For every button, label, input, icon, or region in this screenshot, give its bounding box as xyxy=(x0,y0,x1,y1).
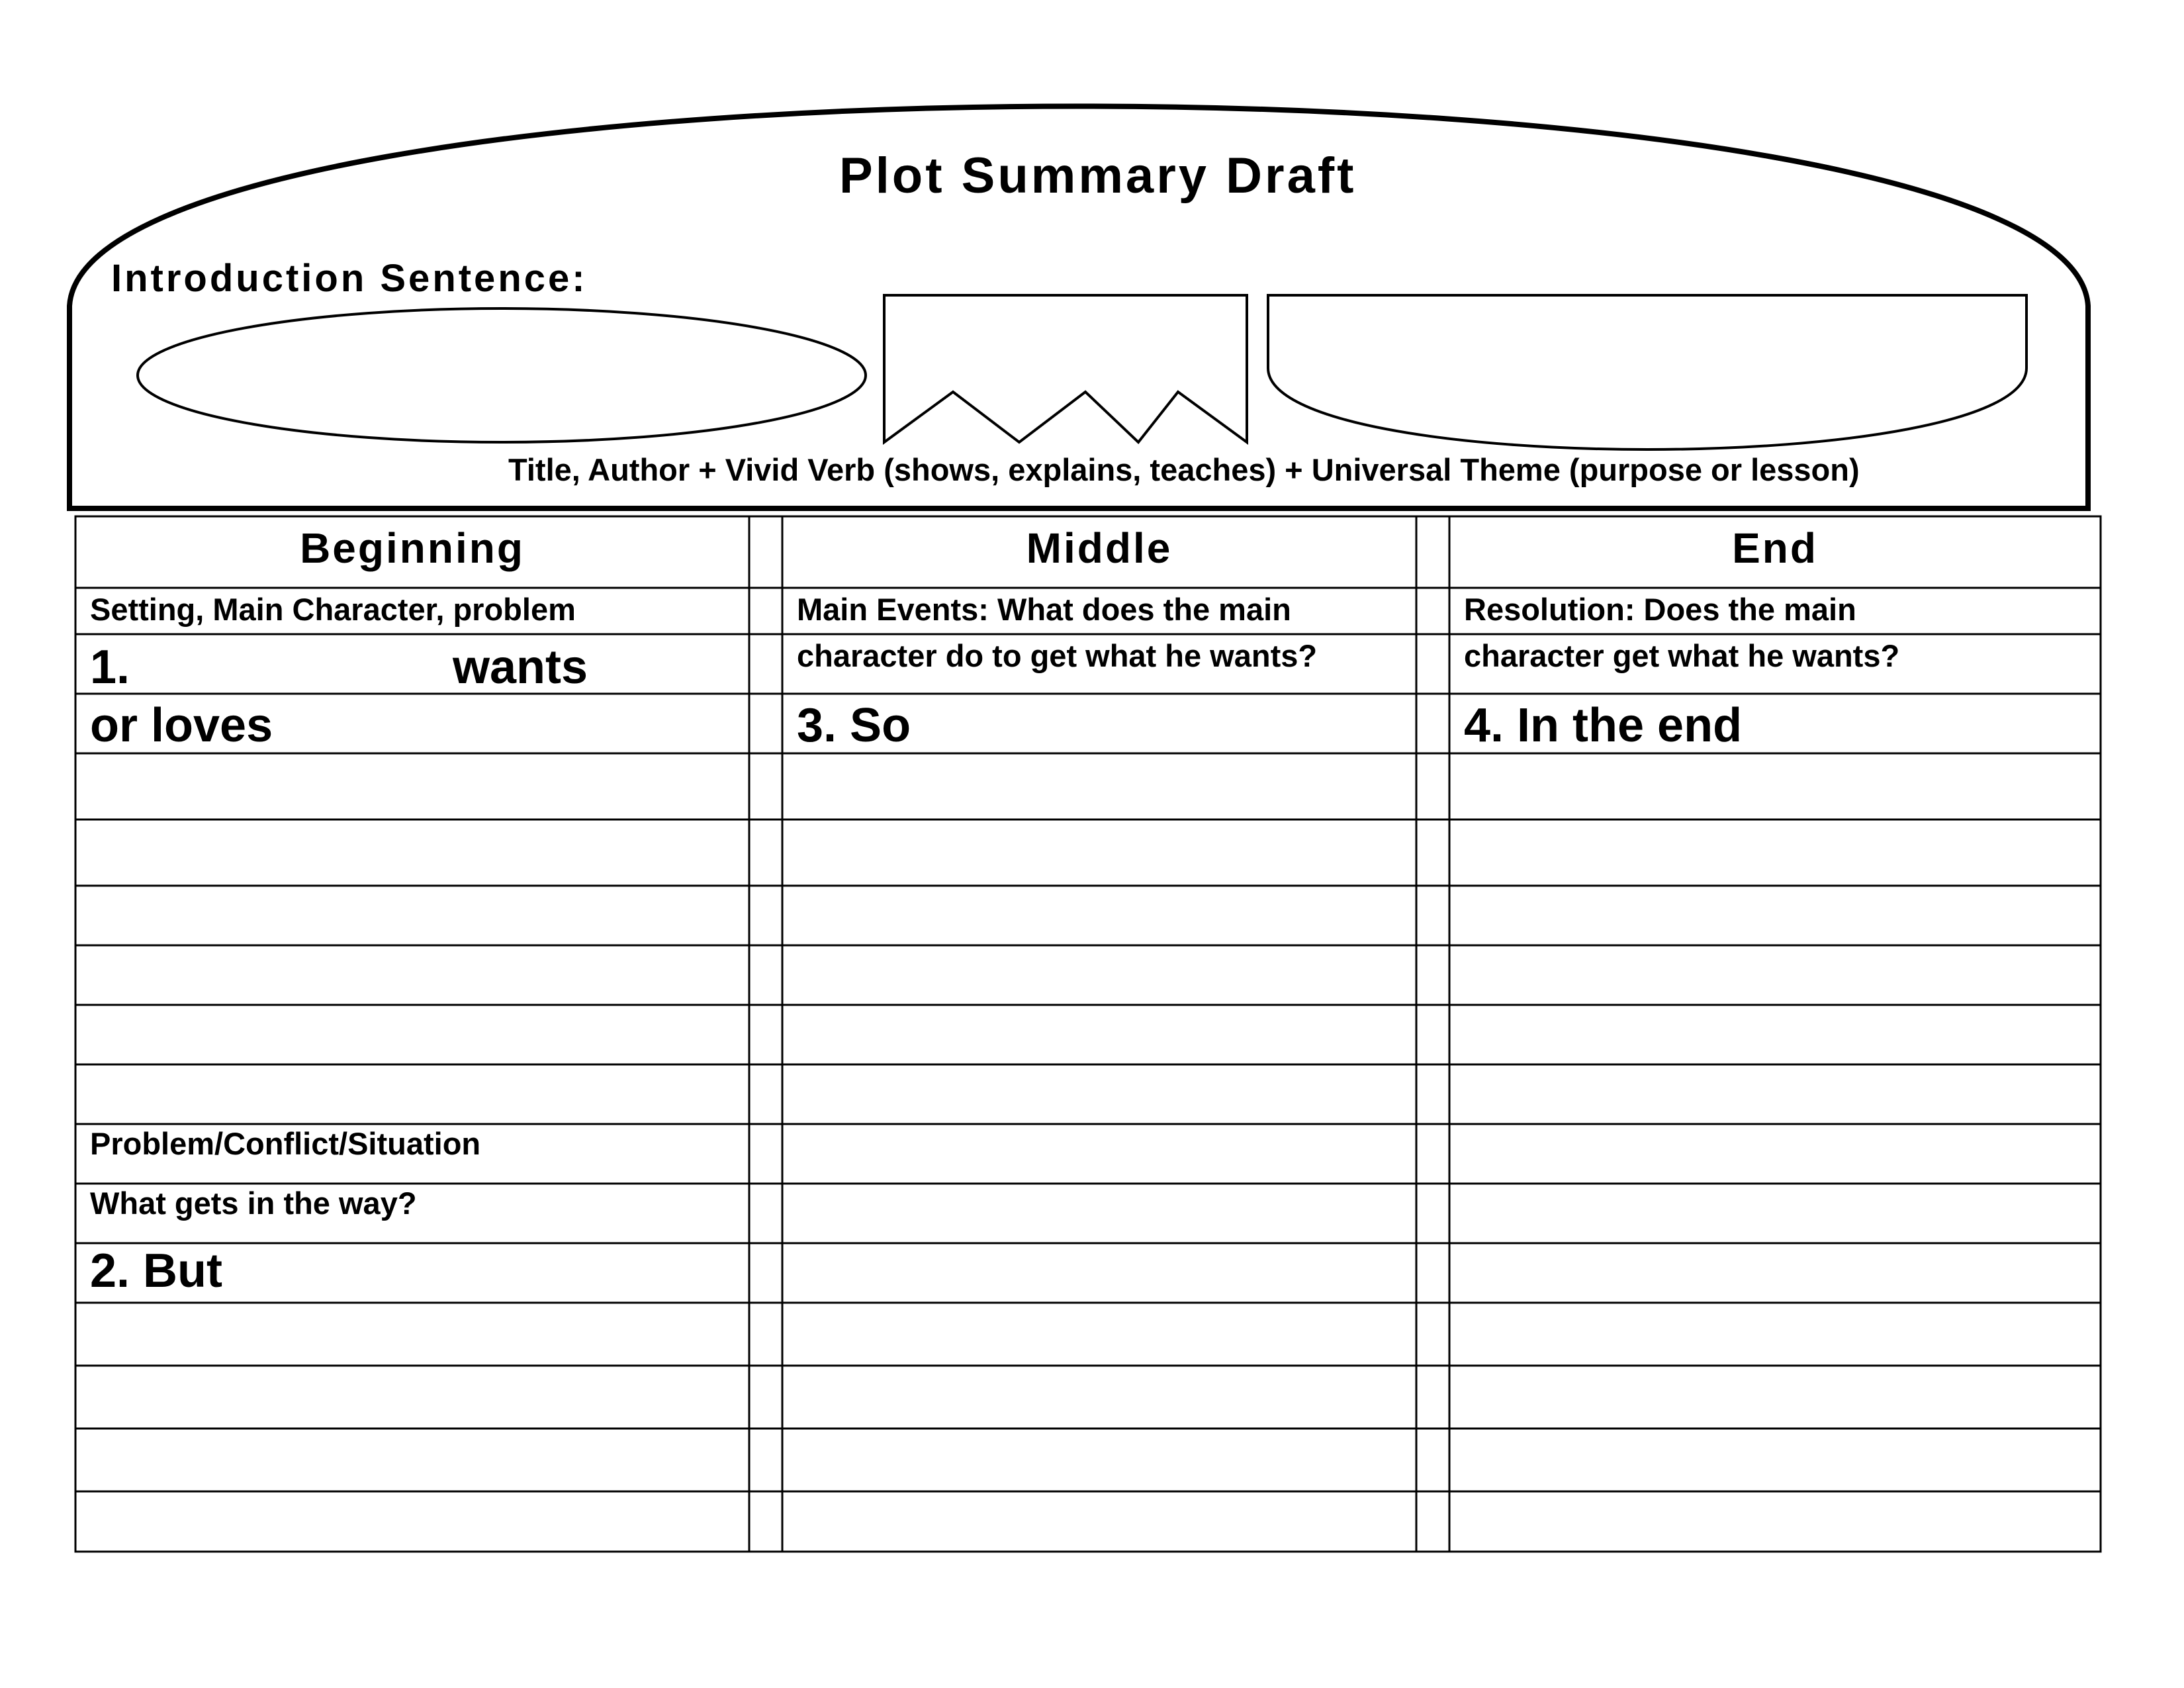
middle-heading: Middle xyxy=(1026,524,1173,572)
end-prompt-line2: character get what he wants? xyxy=(1464,638,1900,673)
middle-prompt-line1: Main Events: What does the main xyxy=(797,592,1291,627)
intro-formula-caption: Title, Author + Vivid Verb (shows, explains, teaches) + Universal Theme (purpose or lesson) xyxy=(508,452,1860,487)
beginning-heading: Beginning xyxy=(300,524,525,572)
beginning-starter-loves: or loves xyxy=(90,699,273,752)
title-oval-shape xyxy=(138,308,866,442)
beginning-but-starter: 2. But xyxy=(90,1244,223,1297)
intro-sentence-label: Introduction Sentence: xyxy=(111,257,588,300)
middle-prompt-line2: character do to get what he wants? xyxy=(797,638,1318,673)
theme-bowl-shape xyxy=(1268,295,2026,449)
beginning-problem-question: What gets in the way? xyxy=(90,1186,417,1221)
end-starter: 4. In the end xyxy=(1464,699,1743,752)
end-heading: End xyxy=(1732,524,1818,572)
beginning-starter-wants: wants xyxy=(453,641,588,694)
page-title: Plot Summary Draft xyxy=(839,148,1357,204)
beginning-prompt: Setting, Main Character, problem xyxy=(90,592,576,627)
verb-banner-shape xyxy=(884,295,1247,442)
end-prompt-line1: Resolution: Does the main xyxy=(1464,592,1856,627)
beginning-starter-number: 1. xyxy=(90,641,130,694)
beginning-problem-label: Problem/Conflict/Situation xyxy=(90,1126,481,1161)
middle-starter: 3. So xyxy=(797,699,911,752)
